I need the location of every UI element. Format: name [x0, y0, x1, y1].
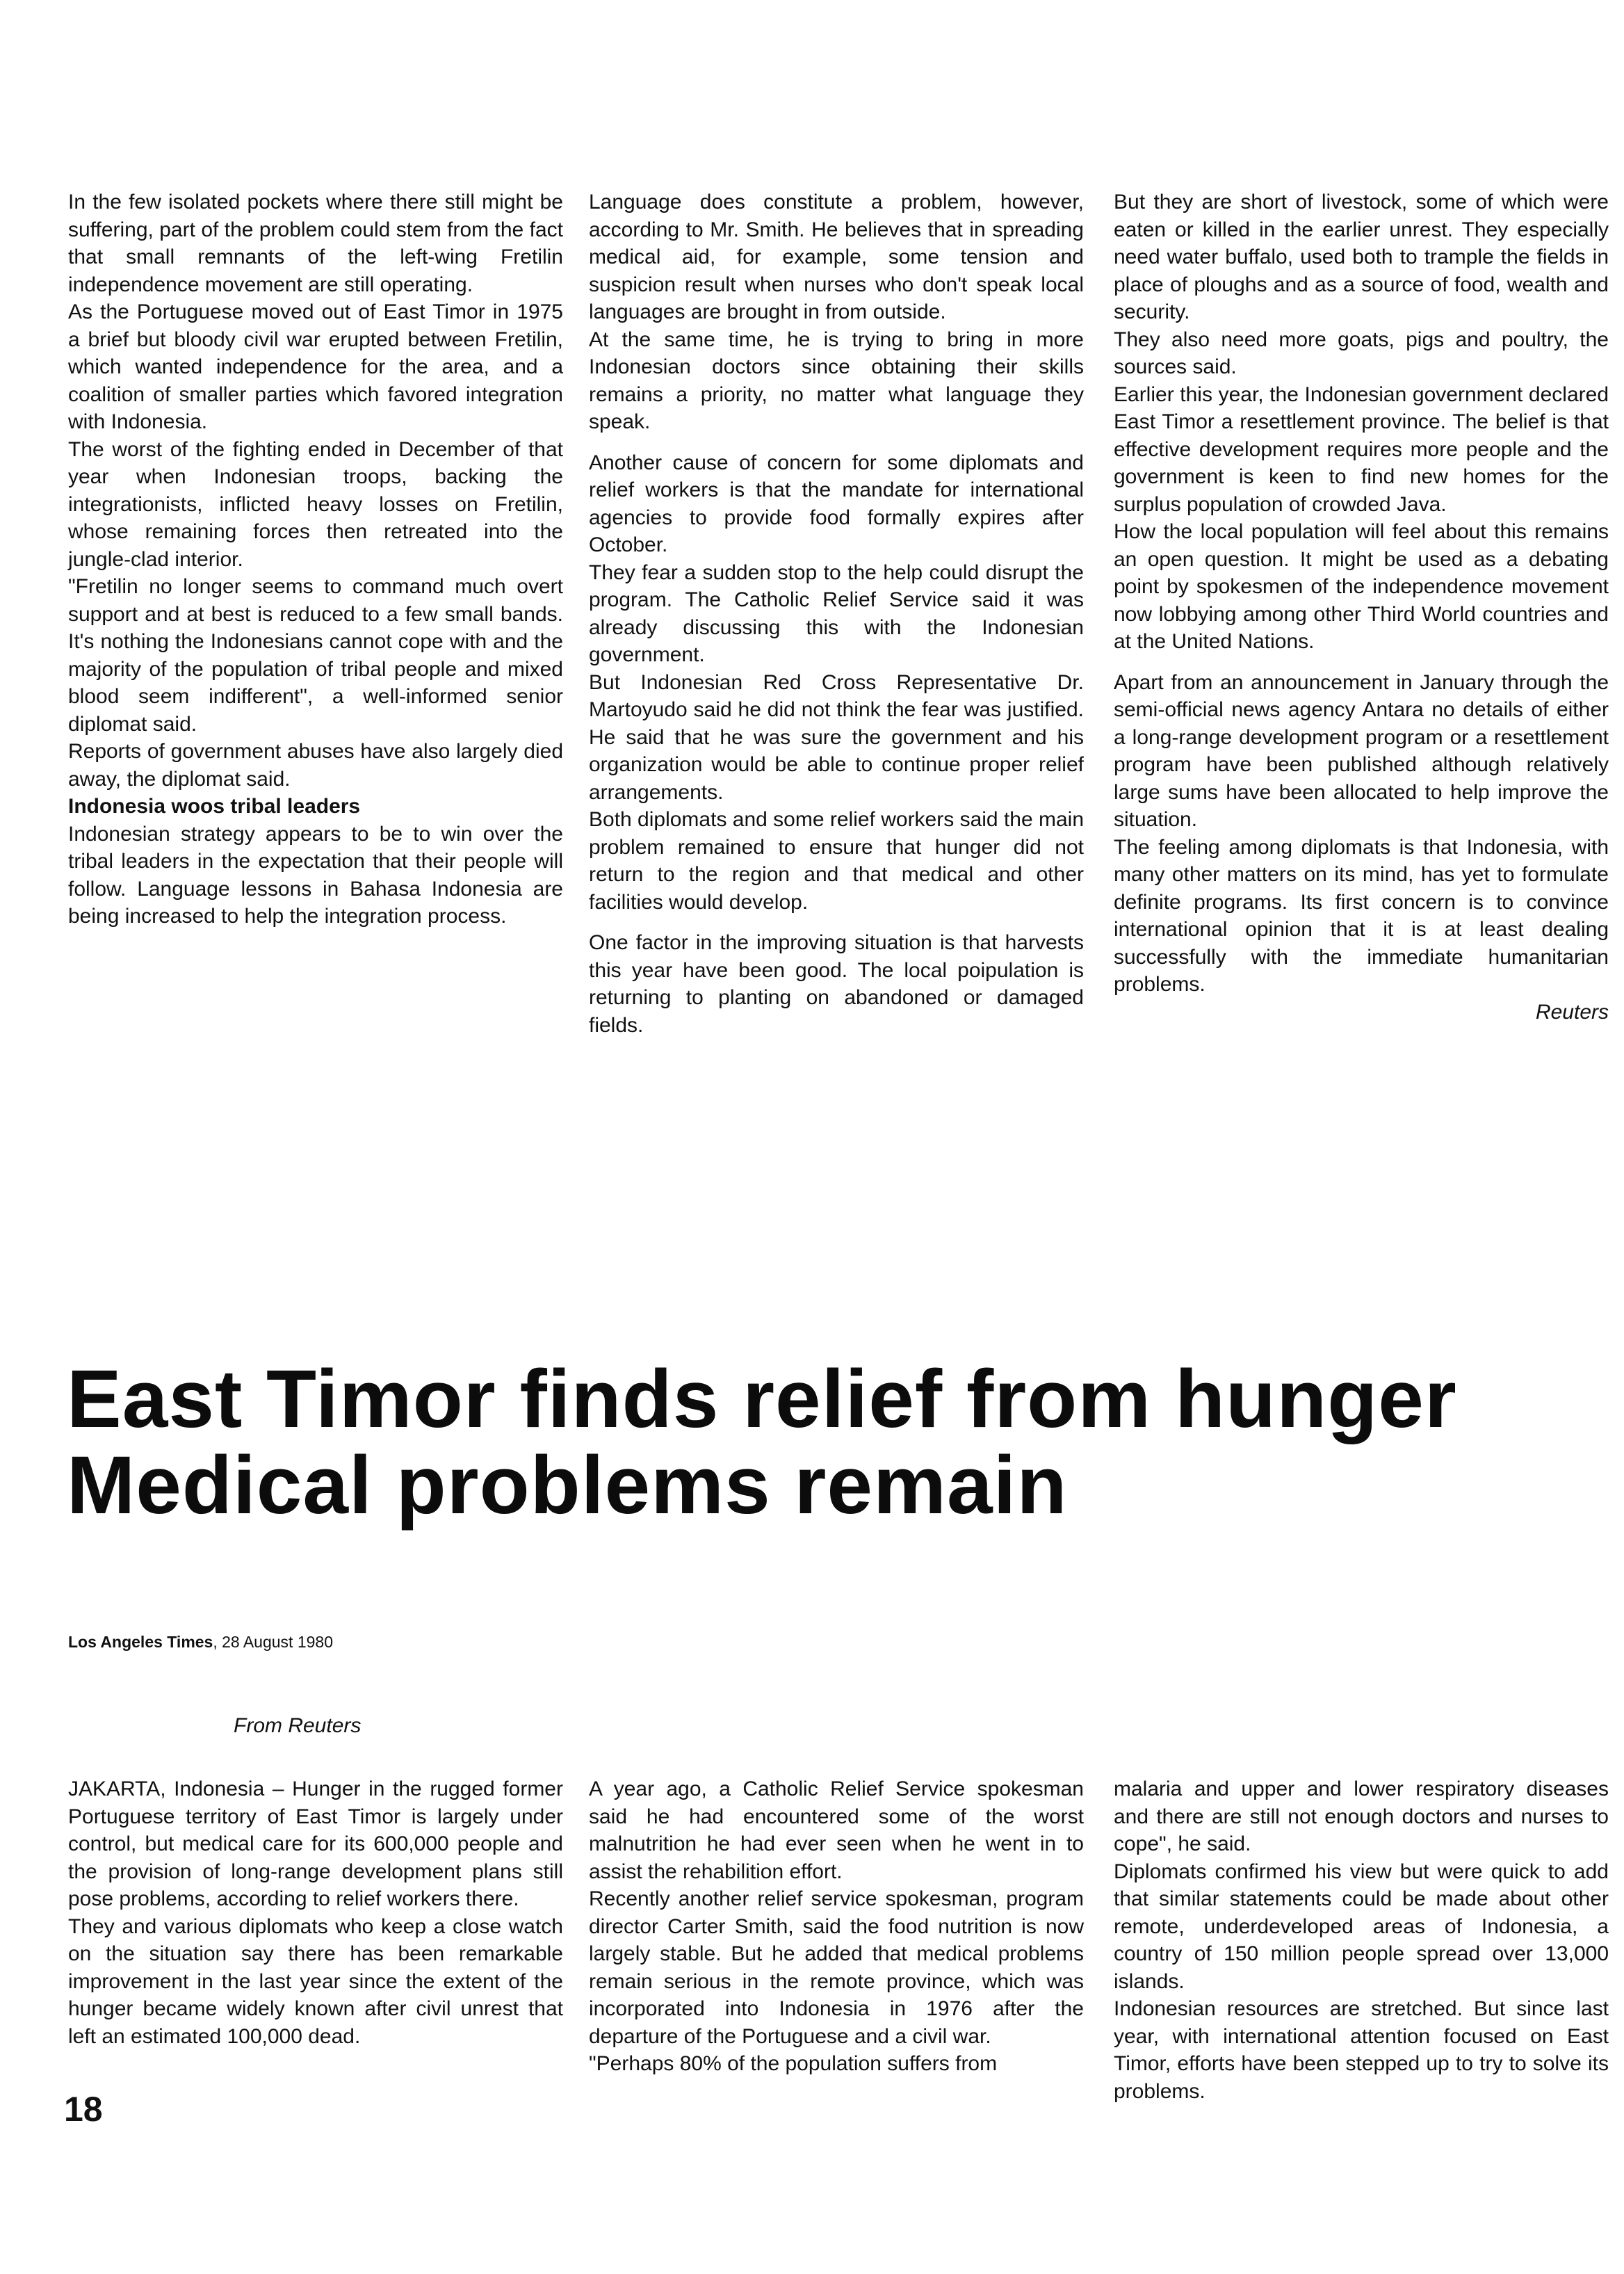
- paragraph: "Perhaps 80% of the population suffers from: [589, 2052, 998, 2075]
- paragraph: Both diplomats and some relief workers said the main problem remained to ensure that hunger did not return to the region and that medical and other facilities would develop.: [589, 808, 1085, 914]
- source-date: , 28 August 1980: [213, 1633, 334, 1651]
- bottom-column-1: [68, 1775, 563, 2050]
- page-number: 18: [64, 2090, 103, 2129]
- top-column-1: [68, 188, 563, 930]
- paragraph: "Fretilin no longer seems to command much overt support and at best is reduced to a few small bands. It's nothing the Indonesians cannot cope with and the majority of the population of tribal people and mixed blood seem indifferent", a well-informed senior diplomat said.: [68, 575, 563, 736]
- paragraph: Earlier this year, the Indonesian government declared East Timor a resettlement province. The belief is that effective development requires more people and the government is keen to find new homes for the surplus population of crowded Java.: [1114, 382, 1609, 516]
- source-publication: Los Angeles Times: [68, 1633, 213, 1651]
- paragraph: At the same time, he is trying to bring in more Indonesian doctors since obtaining their skills remains a priority, no matter what language they speak.: [589, 328, 1084, 433]
- paragraph: Language does constitute a problem, however, according to Mr. Smith. He believes that in spreading medical aid, for example, some tension and suspicion result when nurses who don't speak local languages are brought in from outside.: [589, 191, 1084, 323]
- paragraph: Diplomats confirmed his view but were quick to add that similar statements could be made about other remote, underdeveloped areas of Indonesia, a country of 150 million people spread over 13,000 islands.: [1114, 1860, 1609, 1993]
- paragraph: Another cause of concern for some diplomats and relief workers is that the mandate for international agencies to provide food formally expires after October.: [589, 451, 1084, 556]
- article-credit: Reuters: [1535, 1000, 1609, 1024]
- paragraph: In the few isolated pockets where there still might be suffering, part of the problem could stem from the fact that small remnants of the left-wing Fretilin independence movement are still operating.: [68, 191, 563, 296]
- paragraph: They also need more goats, pigs and poultry, the sources said.: [1114, 328, 1609, 378]
- paragraph: The feeling among diplomats is that Indonesia, with many other matters on its mind, has yet to formulate definite programs. Its first concern is to convince international opinion that it is at least dealing successfully with the immediate humanitarian problems.: [1114, 835, 1609, 996]
- paragraph: A year ago, a Catholic Relief Service spokesman said he had encountered some of the worst malnutrition he had ever seen when he went in to assist the rehabilition effort.: [589, 1777, 1084, 1883]
- paragraph: Reports of government abuses have also largely died away, the diplomat said.: [68, 740, 563, 791]
- paragraph: Indonesian resources are stretched. But since last year, with international attention focused on East Timor, efforts have been stepped up to try to solve its problems.: [1114, 1997, 1609, 2103]
- paragraph: They fear a sudden stop to the help could disrupt the program. The Catholic Relief Service said it was already discussing this with the Indonesian government.: [589, 561, 1084, 666]
- paragraph: But they are short of livestock, some of which were eaten or killed in the earlier unrest. They especially need water buffalo, used both to trample the fields in place of ploughs and as a source of food, wealth and security.: [1114, 191, 1609, 323]
- paragraph: Indonesian strategy appears to be to win over the tribal leaders in the expectation that their people will follow. Language lessons in Bahasa Indonesia are being increased to help the integration process.: [68, 822, 563, 928]
- paragraph: malaria and upper and lower respiratory diseases and there are still not enough doctors and nurses to cope", he said.: [1114, 1777, 1609, 1855]
- headline-line-2: Medical problems remain: [67, 1440, 1068, 1531]
- top-column-3: [1114, 188, 1609, 1026]
- paragraph: The worst of the fighting ended in December of that year when Indonesian troops, backing the integrationists, inflicted heavy losses on Fretilin, whose remaining forces then retreated into the jungle-clad interior.: [68, 437, 563, 571]
- paragraph: They and various diplomats who keep a close watch on the situation say there has been remarkable improvement in the last year since the extent of the hunger became widely known after civil unrest that left an estimated 100,000 dead.: [68, 1914, 563, 2048]
- paragraph: Recently another relief service spokesman, program director Carter Smith, said the food nutrition is now largely stable. But he added that medical problems remain serious in the remote province, which was incorporated into Indonesia in 1976 after the departure of the Portuguese and a civil war.: [589, 1887, 1084, 2048]
- source-line: [68, 1633, 333, 1652]
- section-subhead: Indonesia woos tribal leaders: [68, 795, 361, 818]
- top-column-2: [589, 188, 1084, 1039]
- paragraph: JAKARTA, Indonesia – Hunger in the rugged former Portuguese territory of East Timor is largely under control, but medical care for its 600,000 people and the provision of long-range development plans still pose problems, according to relief workers there.: [68, 1777, 563, 1910]
- paragraph: Apart from an announcement in January through the semi-official news agency Antara no details of either a long-range development program or a resettlement program have been published although relatively large sums have been allocated to help improve the situation.: [1114, 670, 1609, 831]
- bottom-column-2: [589, 1775, 1084, 2078]
- paragraph: One factor in the improving situation is that harvests this year have been good. The local poipulation is returning to planting on abandoned or damaged fields.: [589, 931, 1084, 1037]
- paragraph: But Indonesian Red Cross Representative Dr. Martoyudo said he did not think the fear was justified. He said that he was sure the government and his organization would be able to continue proper relief arrangements.: [589, 670, 1084, 804]
- byline: From Reuters: [234, 1714, 362, 1737]
- paragraph: How the local population will feel about this remains an open question. It might be used as a debating point by spokesmen of the independence movement now lobbying among other Third World countries and at the United Nations.: [1114, 520, 1609, 653]
- paragraph: As the Portuguese moved out of East Timor in 1975 a brief but bloody civil war erupted between Fretilin, which wanted independence for the area, and a coalition of smaller parties which favored integration with Indonesia.: [68, 300, 563, 433]
- bottom-column-3: [1114, 1775, 1609, 2105]
- headline-line-1: East Timor finds relief from hunger: [67, 1353, 1457, 1445]
- article-headline: [67, 1353, 1457, 1531]
